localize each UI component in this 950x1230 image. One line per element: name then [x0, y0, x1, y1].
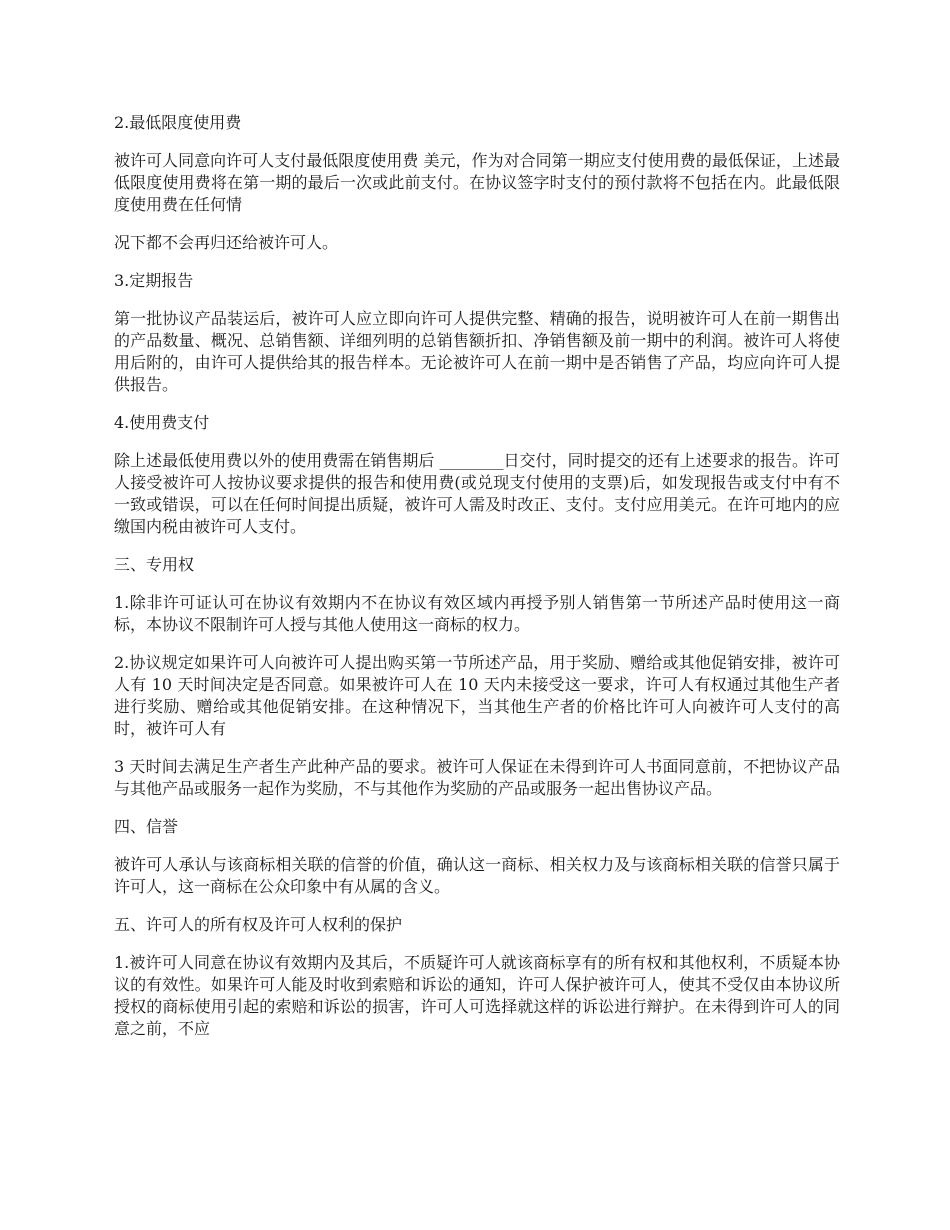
section-heading-ownership-protection: 五、许可人的所有权及许可人权利的保护	[114, 915, 403, 934]
paragraph-minimum-royalty: 被许可人同意向许可人支付最低限度使用费 美元，作为对合同第一期应支付使用费的最低保证，上述最低限度使用费将在第一期的最后一次或此前支付。在协议签字时支付的预付款将不包括在内。此最低限度使用费在任何情	[114, 151, 840, 214]
section-heading-goodwill: 四、信誉	[114, 817, 179, 836]
document-body	[114, 112, 840, 1056]
paragraph-goodwill: 被许可人承认与该商标相关联的信誉的价值，确认这一商标、相关权力及与该商标相关联的信誉只属于许可人，这一商标在公众印象中有从属的含义。	[114, 855, 840, 896]
section-heading-exclusive-rights: 三、专用权	[114, 555, 195, 574]
section-heading-periodic-report: 3.定期报告	[114, 271, 194, 290]
paragraph-ownership-protection-1: 1.被许可人同意在协议有效期内及其后，不质疑许可人就该商标享有的所有权和其他权利，不质疑本协议的有效性。如果许可人能及时收到索赔和诉讼的通知，许可人保护被许可人，使其不受仅由本协议所授权的商标使用引起的索赔和诉讼的损害，许可人可选择就这样的诉讼进行辩护。在未得到许可人的同意之前，不应	[114, 953, 840, 1038]
section-heading-royalty-payment: 4.使用费支付	[114, 413, 210, 432]
paragraph-exclusive-rights-2: 2.协议规定如果许可人向被许可人提出购买第一节所述产品，用于奖励、赠给或其他促销安排，被许可人有 10 天时间决定是否同意。如果被许可人在 10 天内未接受这一要求，许可人有权通过其他生产者进行奖励、赠给或其他促销安排。在这种情况下，当其他生产者的价格比许可人向被许可人支付的高时，被许可人有	[114, 653, 840, 738]
paragraph-exclusive-rights-1: 1.除非许可证认可在协议有效期内不在协议有效区域内再授予别人销售第一节所述产品时使用这一商标，本协议不限制许可人授与其他人使用这一商标的权力。	[114, 593, 840, 634]
section-heading-minimum-royalty: 2.最低限度使用费	[114, 113, 242, 132]
paragraph-royalty-payment: 除上述最低使用费以外的使用费需在销售期后 ________日交付，同时提交的还有上述要求的报告。许可人接受被许可人按协议要求提供的报告和使用费(或兑现支付使用的支票)后，如发现报告或支付中有不一致或错误，可以在任何时间提出质疑，被许可人需及时改正、支付。支付应用美元。在许可地内的应缴国内税由被许可人支付。	[114, 451, 840, 536]
paragraph-minimum-royalty-cont: 况下都不会再归还给被许可人。	[114, 233, 339, 252]
paragraph-periodic-report: 第一批协议产品装运后，被许可人应立即向许可人提供完整、精确的报告，说明被许可人在前一期售出的产品数量、概况、总销售额、详细列明的总销售额折扣、净销售额及前一期中的利润。被许可人将使用后附的，由许可人提供给其的报告样本。无论被许可人在前一期中是否销售了产品，均应向许可人提供报告。	[114, 309, 840, 394]
paragraph-exclusive-rights-3: 3 天时间去满足生产者生产此种产品的要求。被许可人保证在未得到许可人书面同意前，不把协议产品与其他产品或服务一起作为奖励，不与其他作为奖励的产品或服务一起出售协议产品。	[114, 757, 840, 798]
